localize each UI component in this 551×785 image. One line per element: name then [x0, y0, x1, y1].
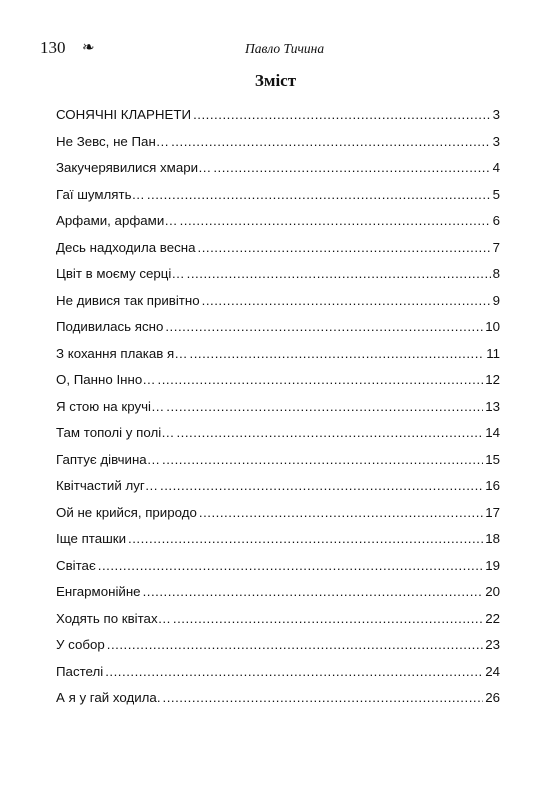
toc-dot-leader	[187, 265, 491, 283]
toc-entry-title: СОНЯЧНІ КЛАРНЕТИ	[56, 107, 192, 122]
toc-entry-page: 12	[485, 372, 500, 387]
toc-entry	[56, 318, 500, 345]
page-title: Зміст	[254, 71, 297, 90]
toc-dot-leader	[190, 345, 485, 363]
toc-entry-title: Ходять по квітах…	[56, 610, 171, 626]
toc-dot-leader	[193, 106, 491, 124]
toc-entry-page: 11	[486, 345, 500, 361]
toc-entry	[56, 133, 500, 160]
toc-entry-title: Енгармонійне	[56, 584, 141, 599]
toc-entry	[56, 239, 500, 266]
toc-dot-leader	[162, 451, 483, 469]
toc-entry-page: 10	[485, 319, 500, 334]
toc-entry	[56, 371, 500, 398]
toc-entry-page: 17	[485, 504, 500, 520]
toc-entry	[56, 504, 500, 531]
toc-entry-page: 6	[492, 213, 500, 228]
toc-entry-page: 20	[485, 584, 500, 599]
toc-entry	[56, 610, 500, 637]
toc-entry	[56, 345, 500, 372]
toc-entry-page: 5	[492, 186, 500, 202]
toc-entry-title: Десь надходила весна	[56, 239, 196, 255]
toc-entry-title: Не дивися так привітно	[56, 292, 200, 308]
toc-dot-leader	[180, 212, 491, 230]
toc-entry-page: 23	[485, 637, 500, 652]
toc-dot-leader	[202, 292, 491, 310]
toc-entry	[56, 557, 500, 584]
toc-entry-page: 4	[492, 160, 500, 175]
toc-dot-leader	[198, 239, 491, 257]
toc-entry	[56, 530, 500, 557]
toc-entry	[56, 689, 500, 716]
toc-entry	[56, 477, 500, 504]
toc-entry-page: 16	[485, 478, 500, 493]
toc-dot-leader	[165, 318, 483, 336]
toc-dot-leader	[143, 583, 484, 601]
toc-entry-title: Я стою на кручі…	[56, 398, 165, 414]
toc-dot-leader	[160, 477, 483, 495]
toc-entry-title: У собор	[56, 637, 105, 652]
toc-entry-page: 3	[492, 133, 500, 149]
floral-ornament-icon: ❧	[82, 40, 95, 56]
toc-entry-title: Пастелі	[56, 663, 104, 679]
toc-dot-leader	[107, 636, 483, 654]
toc-dot-leader	[176, 424, 483, 442]
toc-entry-title: Арфами, арфами…	[56, 213, 178, 228]
toc-entry-title: Подивилась ясно	[56, 319, 164, 334]
toc-dot-leader	[98, 557, 483, 575]
toc-entry-title: Не Зевс, не Пан…	[56, 133, 170, 149]
toc-entry	[56, 159, 500, 186]
toc-dot-leader	[128, 530, 483, 548]
toc-entry	[56, 106, 500, 133]
toc-entry	[56, 451, 500, 478]
toc-entry-title: Ой не крийся, природо	[56, 504, 197, 520]
toc-entry-page: 15	[485, 451, 500, 467]
toc-dot-leader	[171, 133, 490, 151]
toc-entry-title: Закучерявилися хмари…	[56, 160, 212, 175]
toc-entry-title: Квітчастий луг…	[56, 478, 159, 493]
toc-entry-title: Світає	[56, 557, 96, 573]
toc-entry-page: 24	[485, 663, 500, 679]
page-number: 130	[40, 38, 66, 57]
toc-entry	[56, 398, 500, 425]
toc-dot-leader	[166, 398, 483, 416]
toc-entry-page: 3	[492, 107, 500, 122]
toc-entry	[56, 265, 500, 292]
running-head-author: Павло Тичина	[245, 41, 325, 56]
toc-entry-title: Іще пташки	[56, 531, 127, 546]
toc-dot-leader	[173, 610, 483, 628]
toc-entry	[56, 583, 500, 610]
page-header	[40, 38, 512, 58]
toc-entry-title: З кохання плакав я…	[56, 345, 188, 361]
toc-dot-leader	[213, 159, 490, 177]
toc-entry	[56, 212, 500, 239]
toc-entry-page: 26	[485, 690, 500, 705]
toc-entry-title: Цвіт в моєму серці…	[56, 266, 185, 281]
toc-dot-leader	[199, 504, 483, 522]
toc-entry	[56, 636, 500, 663]
toc-entry	[56, 663, 500, 690]
toc-entry-page: 8	[492, 266, 500, 281]
toc-dot-leader	[105, 663, 483, 681]
toc-entry	[56, 424, 500, 451]
toc-entry-title: О, Панно Інно…	[56, 372, 156, 387]
toc-entry-page: 14	[485, 425, 500, 440]
toc-entry-title: Гаптує дівчина…	[56, 451, 160, 467]
toc-entry-page: 9	[492, 292, 500, 308]
toc-entry-page: 7	[492, 239, 500, 255]
toc-entry-title: Там тополі у полі…	[56, 425, 175, 440]
toc-dot-leader	[158, 371, 484, 389]
toc-entry-page: 13	[485, 398, 500, 414]
toc-entry-title: А я у гай ходила.	[56, 690, 161, 705]
table-of-contents	[56, 106, 500, 716]
toc-entry	[56, 186, 500, 213]
toc-dot-leader	[147, 186, 491, 204]
toc-dot-leader	[163, 689, 484, 707]
toc-entry-page: 22	[485, 610, 500, 626]
toc-entry-page: 18	[485, 531, 500, 546]
toc-entry	[56, 292, 500, 319]
toc-entry-page: 19	[485, 557, 500, 573]
toc-entry-title: Гаї шумлять…	[56, 186, 145, 202]
